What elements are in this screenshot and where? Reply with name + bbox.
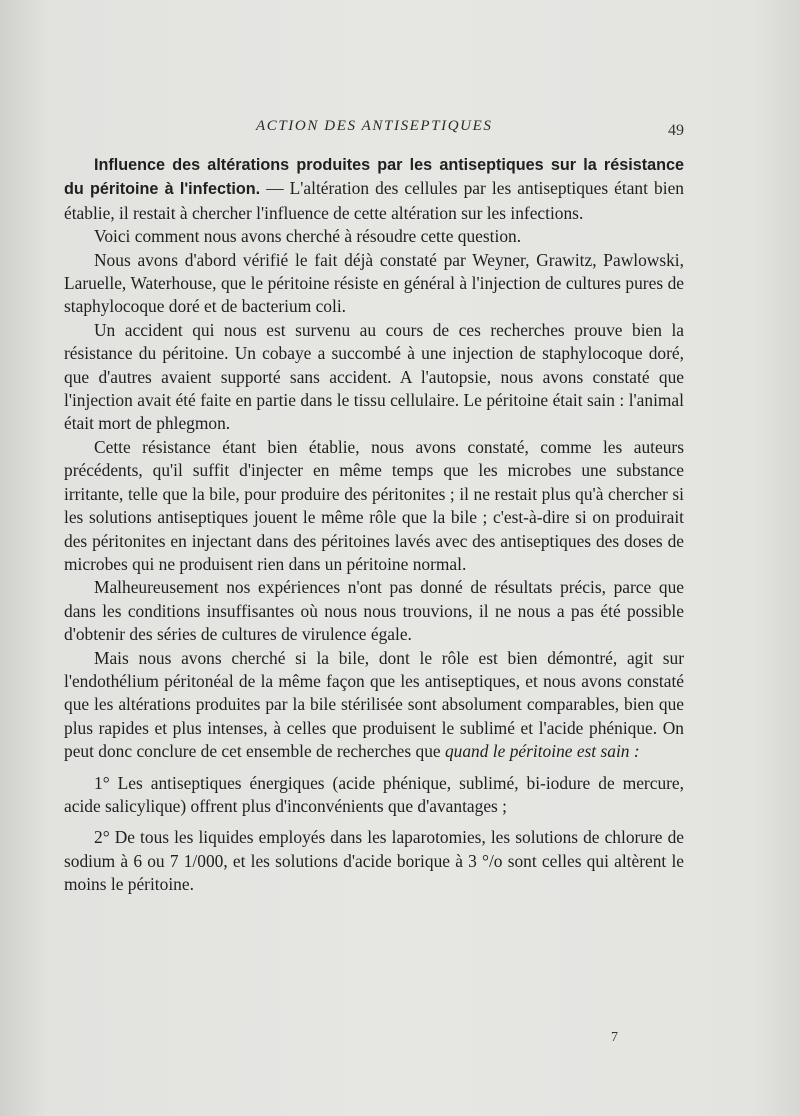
paragraph-7-text: Mais nous avons cherché si la bile, dont le rôle est bien démontré, agit sur l'endothélium péritonéal de la même façon que les antiseptiques, et nous avons constaté que les altérations produites par la bile stérilisée sont absolument comparables, bien que plus rapides et plus intenses, à celles que produisent le sublimé et l'acide phénique. On peut donc conclure de cet ensemble de recherches que <box>64 647 684 762</box>
paragraph-3: Nous avons d'abord vérifié le fait déjà constaté par Weyner, Grawitz, Pawlowski, Laruelle, Waterhouse, que le péritoine résiste en général à l'injection de cultures pures de staphylocoque doré et de bacterium coli. <box>64 249 684 317</box>
page-number: 49 <box>668 122 684 139</box>
paragraph-1-text: — L'altération des cellules par les antiseptiques étant bien établie, il restait à chercher l'influence de cette altération sur les infections. <box>64 178 684 223</box>
paragraph-5: Cette résistance étant bien établie, nous avons constaté, comme les auteurs précédents, qu'il suffit d'injecter en même temps que les microbes une substance irritante, telle que la bile, pour produire des péritonites ; il ne restait plus qu'à chercher si les solutions antiseptiques jouent le même rôle que la bile ; c'est-à-dire si on produirait des péritonites en injectant dans des péritoines lavés avec des antiseptiques des doses de microbes qui ne produisent rien dans un péritoine normal. <box>64 436 684 574</box>
section-heading: Influence des altérations produites par les antiseptiques sur la résistance du péritoine à l'infection. <box>64 156 684 199</box>
running-head <box>0 118 800 142</box>
paragraph-7-italic: quand le péritoine est sain : <box>444 741 640 762</box>
paragraph-1 <box>64 153 684 225</box>
paragraph-7 <box>64 647 684 764</box>
list-item-2: 2° De tous les liquides employés dans les laparotomies, les solutions de chlorure de sodium à 6 ou 7 1/000, et les solutions d'acide borique à 3 °/o sont celles qui altèrent le moins le péritoine. <box>64 827 684 895</box>
list-item-1: 1° Les antiseptiques énergiques (acide phénique, sublimé, bi-iodure de mercure, acide salicylique) offrent plus d'inconvénients que d'avantages ; <box>64 772 684 816</box>
signature-mark: 7 <box>611 1030 618 1045</box>
paragraph-6: Malheureusement nos expériences n'ont pas donné de résultats précis, parce que dans les conditions insuffisantes où nous nous trouvions, il ne nous a pas été possible d'obtenir des séries de cultures de virulence égale. <box>64 577 684 645</box>
paragraph-4: Un accident qui nous est survenu au cours de ces recherches prouve bien la résistance du péritoine. Un cobaye a succombé à une injection de staphylocoque doré, que d'autres avaient supporté sans accident. A l'autopsie, nous avons constaté que l'injection avait été faite en partie dans le tissu cellulaire. Le péritoine était sain : l'animal était mort de phlegmon. <box>64 319 684 434</box>
running-title: ACTION DES ANTISEPTIQUES <box>256 118 493 134</box>
paragraph-2: Voici comment nous avons cherché à résoudre cette question. <box>94 226 522 247</box>
body-text <box>64 153 684 897</box>
